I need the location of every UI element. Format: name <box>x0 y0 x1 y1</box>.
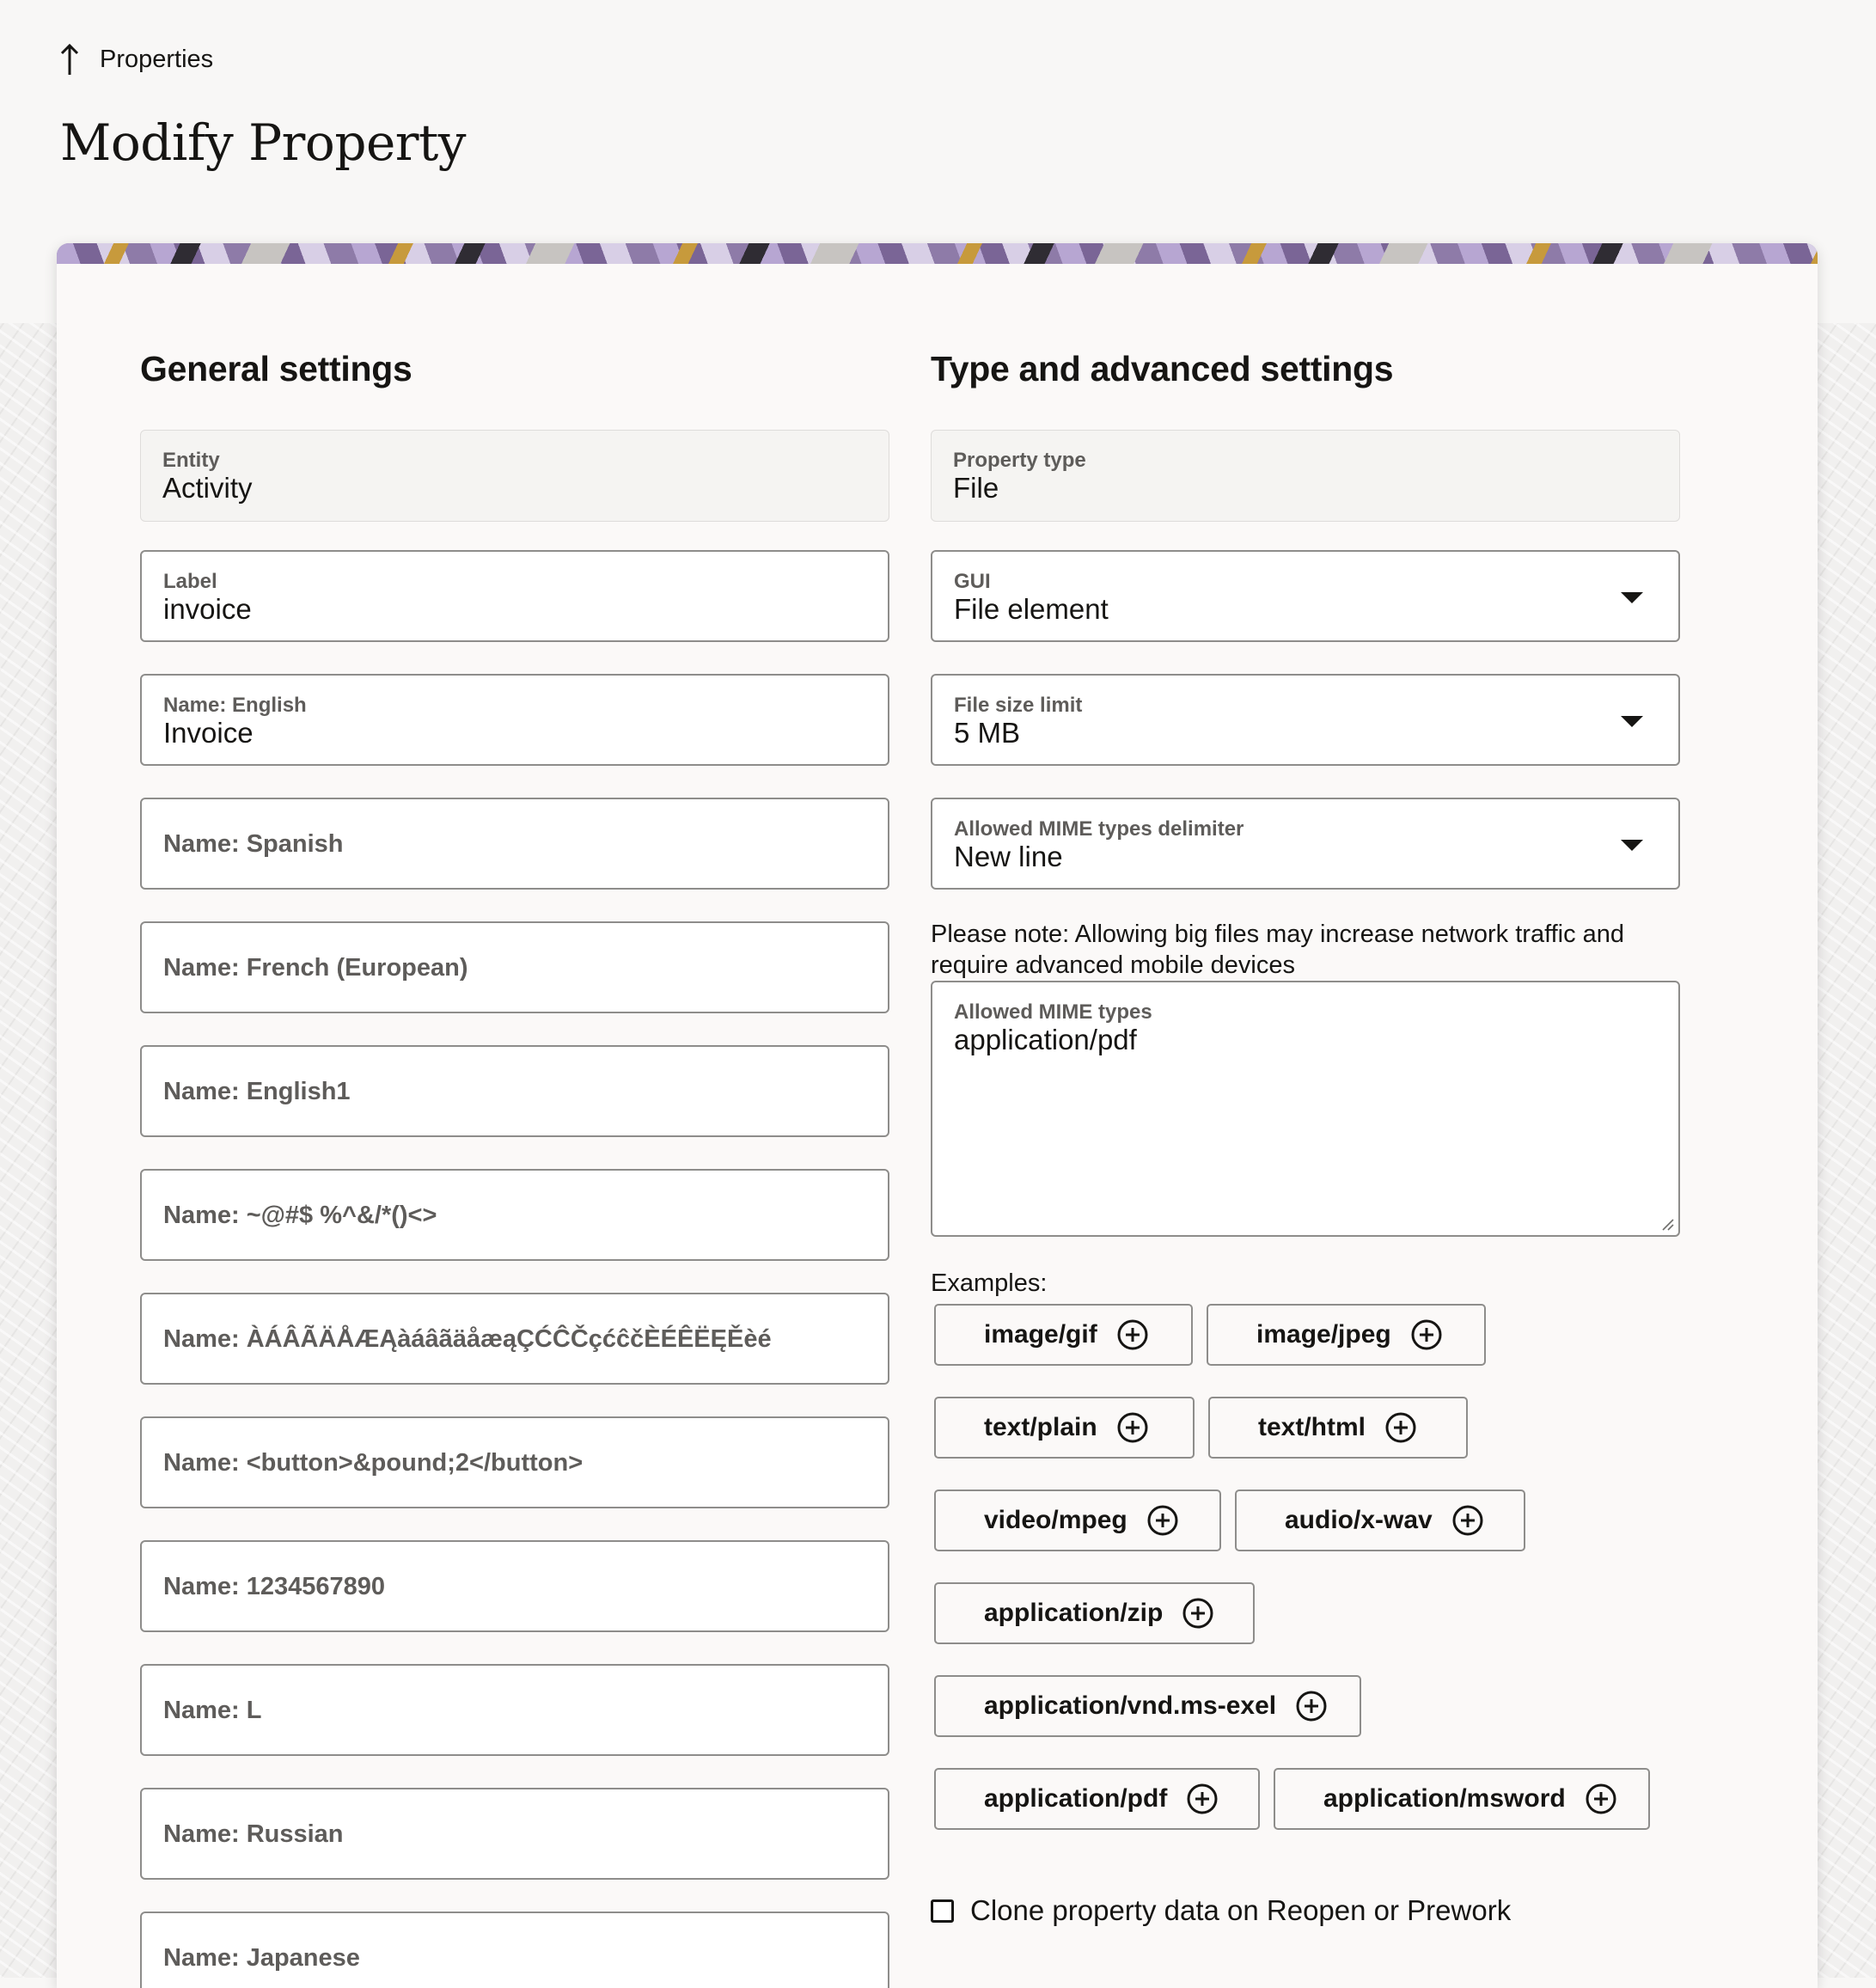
field-value: New line <box>954 841 1063 872</box>
name-symbols-input[interactable] <box>140 1169 889 1261</box>
example-chip-application-pdf[interactable] <box>934 1768 1260 1830</box>
chip-label: text/html <box>1258 1413 1366 1441</box>
field-label: Label <box>163 570 217 593</box>
breadcrumb-properties[interactable] <box>58 38 213 81</box>
field-label: Name: Japanese <box>163 1944 360 1972</box>
chip-label: image/gif <box>984 1320 1097 1349</box>
name-html-input[interactable] <box>140 1416 889 1508</box>
example-chip-audio-x-wav[interactable] <box>1235 1489 1525 1551</box>
plus-circle-icon <box>1295 1690 1328 1722</box>
field-label: Allowed MIME types delimiter <box>954 817 1244 841</box>
plus-circle-icon <box>1116 1318 1149 1351</box>
caret-down-icon <box>1621 840 1643 851</box>
field-label: Name: ÀÁÂÃÄÅÆĄàáâãäåæąÇĆĈČçćĉčÈÉÊËĘĚèé <box>163 1325 772 1353</box>
general-settings-title: General settings <box>140 349 412 388</box>
mime-delimiter-select[interactable] <box>931 798 1680 890</box>
clone-property-checkbox[interactable] <box>931 1899 954 1923</box>
field-label: Property type <box>953 449 1086 472</box>
example-chip-video-mpeg[interactable] <box>934 1489 1221 1551</box>
examples-label: Examples: <box>931 1269 1048 1297</box>
chip-label: application/vnd.ms-exel <box>984 1691 1277 1720</box>
name-accented-input[interactable] <box>140 1293 889 1385</box>
name-french-input[interactable] <box>140 921 889 1013</box>
plus-circle-icon <box>1410 1318 1443 1351</box>
field-value: File <box>953 472 999 504</box>
plus-circle-icon <box>1451 1504 1484 1537</box>
breadcrumb-label: Properties <box>100 45 214 73</box>
chip-label: application/msword <box>1323 1784 1566 1813</box>
plus-circle-icon <box>1146 1504 1179 1537</box>
field-label: Name: ~@#$ %^&/*()<> <box>163 1202 437 1229</box>
example-chip-image-jpeg[interactable] <box>1207 1304 1486 1366</box>
name-english-input[interactable] <box>140 674 889 766</box>
example-chip-application-msword[interactable] <box>1274 1768 1650 1830</box>
name-english1-input[interactable] <box>140 1045 889 1137</box>
name-numeric-input[interactable] <box>140 1540 889 1632</box>
plus-circle-icon <box>1116 1411 1149 1444</box>
file-size-limit-select[interactable] <box>931 674 1680 766</box>
field-value: invoice <box>163 593 252 625</box>
field-value: File element <box>954 593 1109 625</box>
example-chip-text-plain[interactable] <box>934 1397 1195 1459</box>
name-spanish-input[interactable] <box>140 798 889 890</box>
field-label: Name: <button>&pound;2</button> <box>163 1449 584 1477</box>
chip-label: text/plain <box>984 1413 1097 1441</box>
chip-label: application/pdf <box>984 1784 1168 1813</box>
field-label: Name: Spanish <box>163 830 344 858</box>
field-label: Name: L <box>163 1697 262 1724</box>
label-input[interactable] <box>140 550 889 642</box>
clone-property-label[interactable]: Clone property data on Reopen or Prework <box>970 1894 1512 1926</box>
property-type-field <box>931 430 1680 522</box>
field-value: 5 MB <box>954 717 1021 749</box>
allowed-mime-types-textarea[interactable] <box>931 981 1680 1237</box>
name-l-input[interactable] <box>140 1664 889 1756</box>
clone-property-option <box>931 1894 1511 1927</box>
resize-handle-icon[interactable] <box>1659 1216 1675 1232</box>
field-label: File size limit <box>954 694 1083 717</box>
arrow-up-icon <box>58 42 81 76</box>
type-advanced-settings-title: Type and advanced settings <box>931 349 1394 388</box>
field-value: Invoice <box>163 717 254 749</box>
field-value: application/pdf <box>954 1024 1137 1055</box>
entity-field <box>140 430 889 522</box>
chip-label: application/zip <box>984 1599 1164 1627</box>
decorative-banner <box>57 243 1818 264</box>
caret-down-icon <box>1621 592 1643 603</box>
gui-select[interactable] <box>931 550 1680 642</box>
caret-down-icon <box>1621 716 1643 727</box>
file-size-note: Please note: Allowing big files may increase network traffic and require advanced mobile devices <box>931 921 1625 979</box>
name-japanese-input[interactable] <box>140 1912 889 1988</box>
plus-circle-icon <box>1585 1783 1617 1815</box>
example-chip-text-html[interactable] <box>1208 1397 1468 1459</box>
plus-circle-icon <box>1182 1597 1214 1630</box>
field-label: Entity <box>162 449 220 472</box>
field-label: Name: French (European) <box>163 954 468 982</box>
field-value: Activity <box>162 472 253 504</box>
example-chip-image-gif[interactable] <box>934 1304 1193 1366</box>
name-russian-input[interactable] <box>140 1788 889 1880</box>
page-title: Modify Property <box>60 113 467 172</box>
field-label: Allowed MIME types <box>954 1000 1152 1024</box>
example-chip-application-vnd-ms-exel[interactable] <box>934 1675 1361 1737</box>
plus-circle-icon <box>1186 1783 1219 1815</box>
chip-label: video/mpeg <box>984 1506 1127 1534</box>
field-label: Name: 1234567890 <box>163 1573 385 1600</box>
chip-label: image/jpeg <box>1256 1320 1391 1349</box>
field-label: Name: English <box>163 694 307 717</box>
plus-circle-icon <box>1384 1411 1417 1444</box>
field-label: Name: English1 <box>163 1078 351 1105</box>
field-label: GUI <box>954 570 991 593</box>
chip-label: audio/x-wav <box>1285 1506 1433 1534</box>
field-label: Name: Russian <box>163 1820 344 1848</box>
example-chip-application-zip[interactable] <box>934 1582 1255 1644</box>
